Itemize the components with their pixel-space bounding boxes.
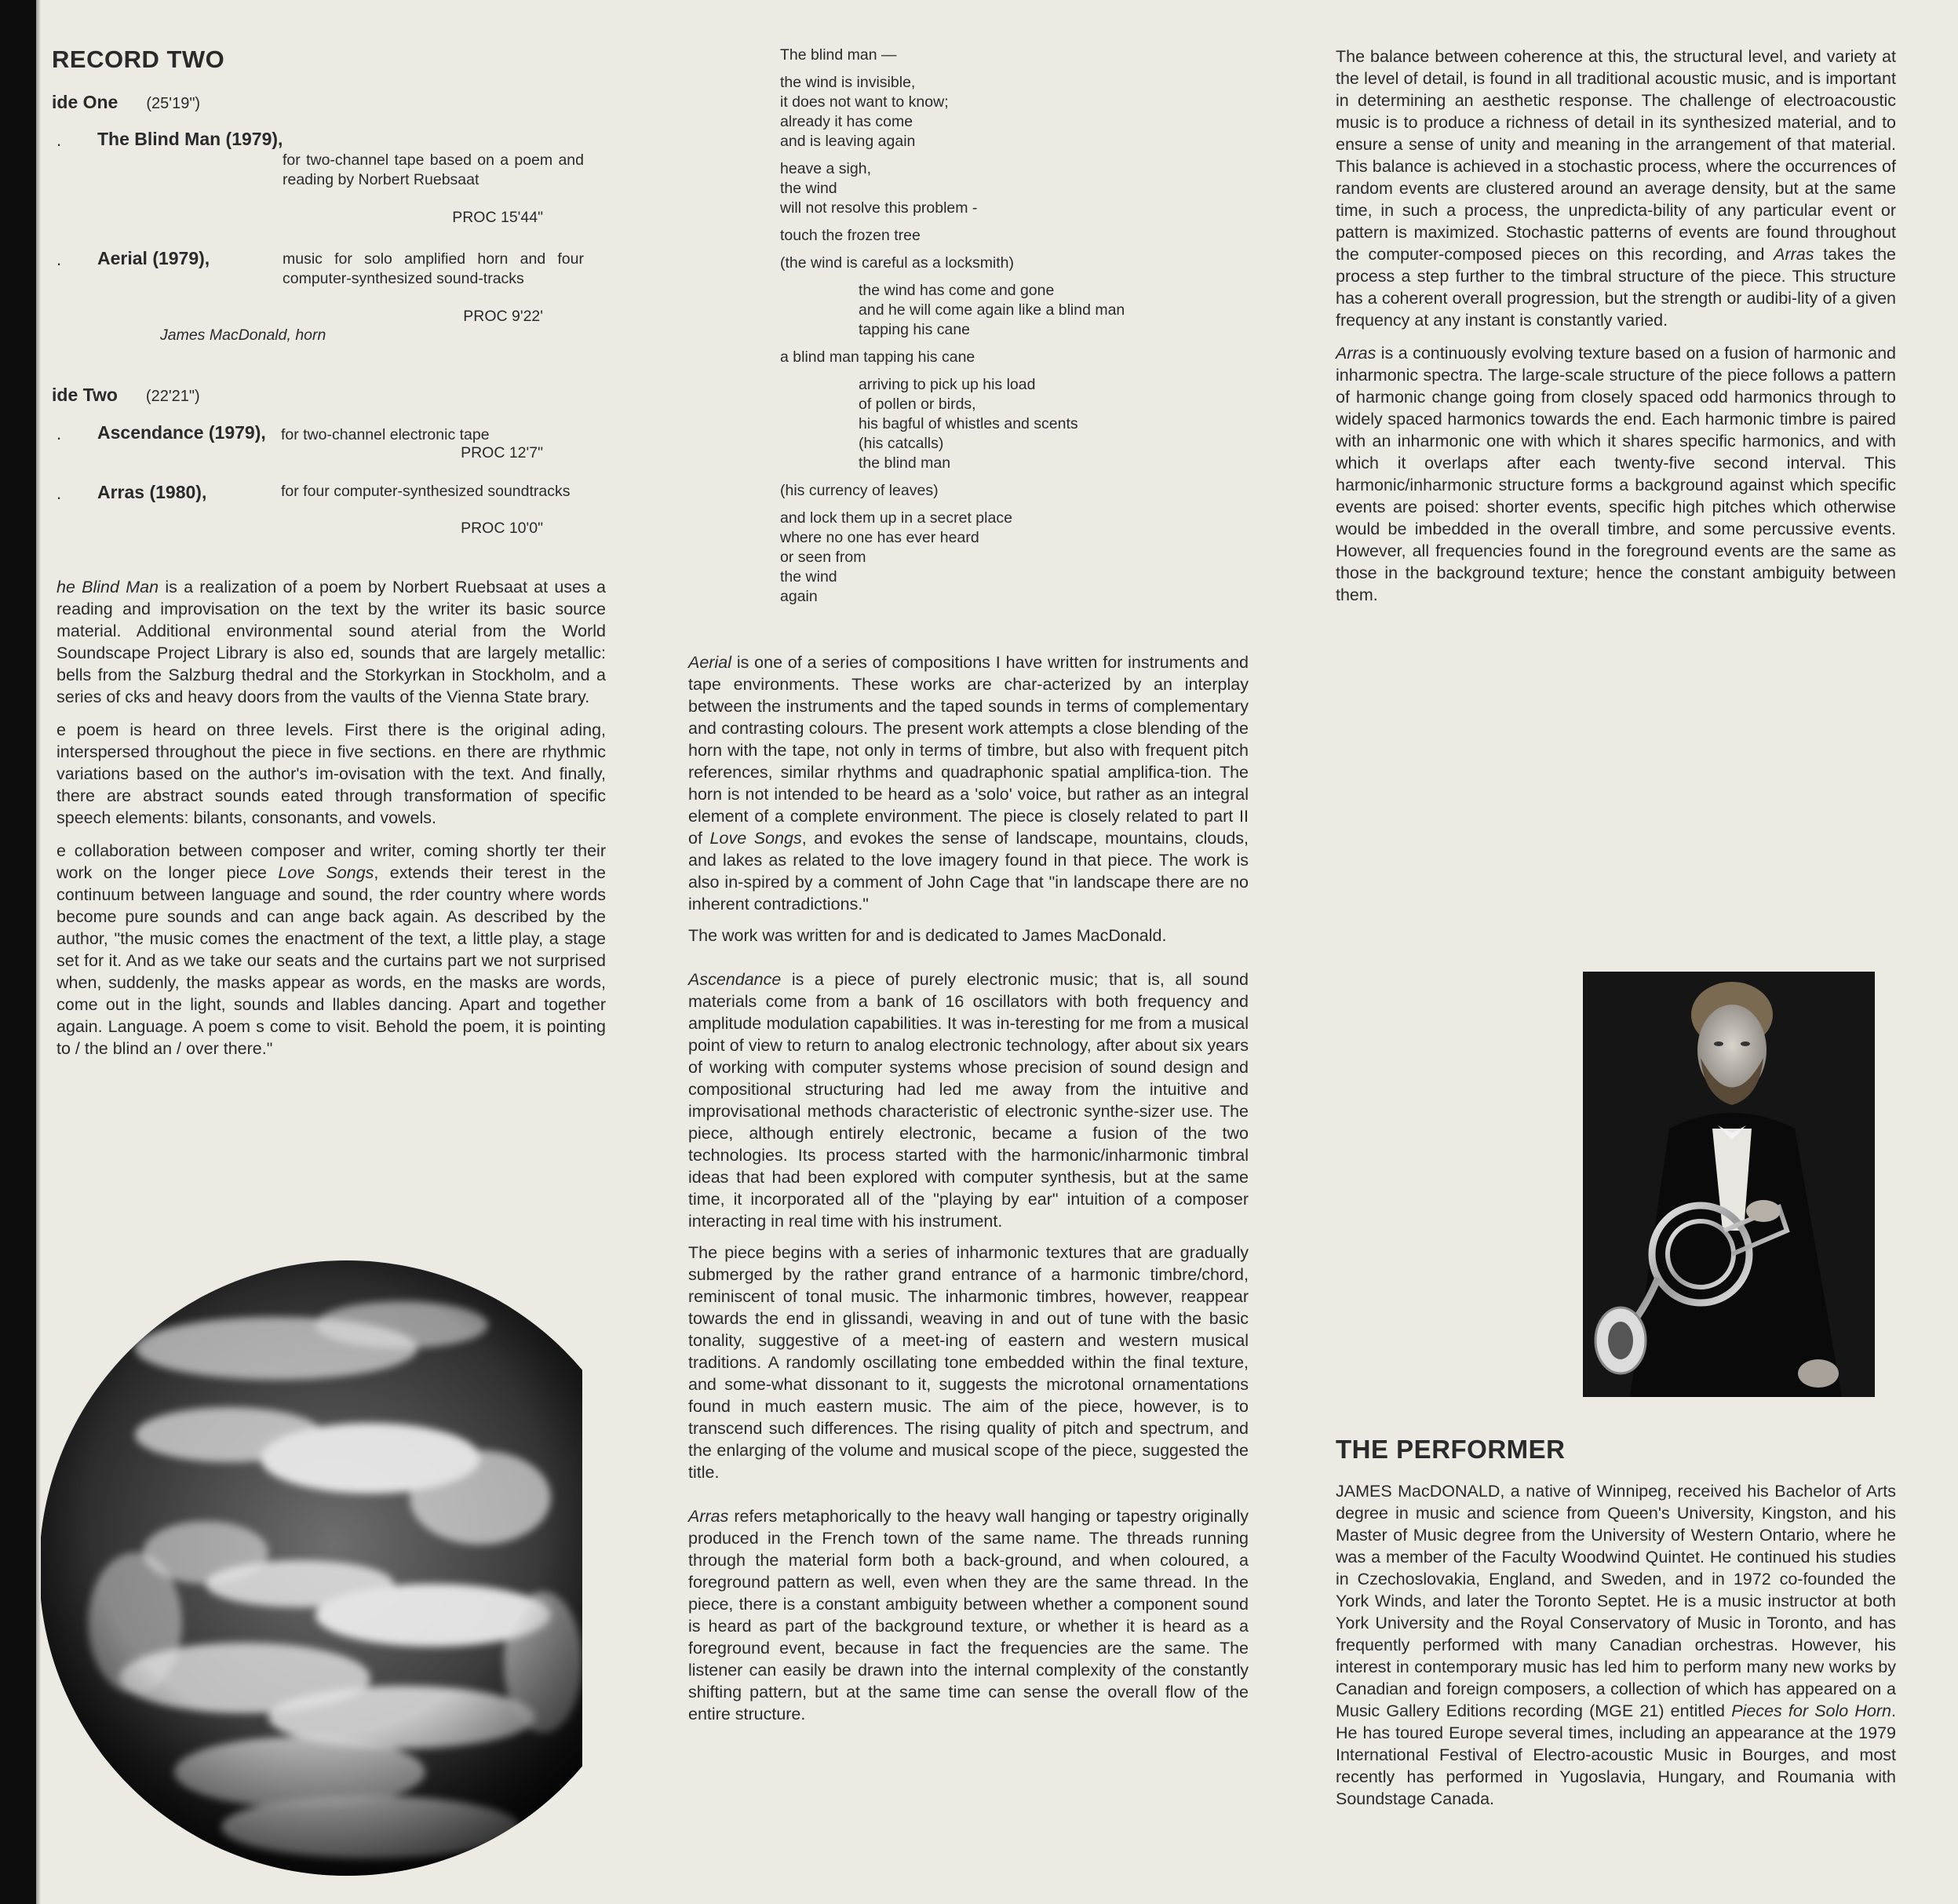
essay-text: e collaboration between composer and writer, coming shortly ter their work on the longer piece xyxy=(57,841,606,882)
essay-text: The balance between coherence at this, the structural level, and variety at the level of detail, is found in all traditional acoustic music, and is important in determining an aesthetic response. The challenge of electroacoustic music is to produce a richness of detail in its synthesized material, and to ensure a sense of unity and meaning in the arrangement of that material. This balance is achieved in a stochastic process, where the occurrences of random events are clustered around an average density, but at the same time, in such a process, the unpredicta-bility of any particular event or pattern is maximized. Stochastic patterns of events are found throughout the computer-composed pieces on this recording, and xyxy=(1336,47,1896,264)
poem-line: of pollen or birds, xyxy=(859,396,976,413)
poem-line: (the wind is careful as a locksmith) xyxy=(780,254,1015,272)
poem-line: The blind man — xyxy=(780,46,897,64)
track-bullet: . xyxy=(57,130,62,150)
track-title-arras: Arras (1980), xyxy=(97,482,207,502)
track-desc-aerial: music for solo amplified horn and four computer-synthesized sound-tracks xyxy=(283,250,584,287)
track-desc-arras: for four computer-synthesized soundtracks xyxy=(281,483,571,500)
poem-stanza xyxy=(780,509,1267,607)
poem-line: heave a sigh, xyxy=(780,160,872,177)
work-title-italic: Arras xyxy=(1774,245,1814,264)
performer-bio-paragraph xyxy=(1336,1480,1896,1810)
track-bullet: . xyxy=(57,483,62,503)
arras-balance-paragraph xyxy=(1336,46,1896,331)
poem-stanza xyxy=(780,159,1267,218)
poem-line: or seen from xyxy=(780,549,866,566)
side-two-label: ide Two xyxy=(52,385,118,405)
arras-texture-paragraph xyxy=(1336,342,1896,606)
essay-paragraph xyxy=(57,840,606,1060)
notes-column-2 xyxy=(688,651,1249,1734)
poem-line: the wind has come and gone xyxy=(859,282,1055,299)
performer-photo xyxy=(1583,972,1875,1397)
essay-text: takes the process a step further to the timbral structure of the piece. This structure has a coherent overall progression, but the strength or audibi-lity of a given frequency at any instant is constantly varied. xyxy=(1336,245,1896,330)
track-desc-ascendance: for two-channel electronic tape xyxy=(281,426,490,443)
ascendance-paragraph xyxy=(688,968,1249,1232)
work-title-italic: he Blind Man xyxy=(57,578,159,596)
poem-line: touch the frozen tree xyxy=(780,227,921,244)
track-title-aerial: Aerial (1979), xyxy=(97,248,210,268)
poem-line: (his currency of leaves) xyxy=(780,482,939,499)
ascendance-paragraph-2: The piece begins with a series of inharmonic textures that are gradually submerged by the rather grand entrance of a harmonic timbre/chord, reminiscent of tonal music. The inharmonic timbres, however, reappear towards the end in glissandi, weaving in and out of tune with the basic tonality, suggestive of a meet-ing of eastern and western musical traditions. A randomly oscillating tone embedded within the final texture, and some-what dissonant to it, suggests the microtonal ornamentations found in much eastern music. The aim of the piece, however, is to transcend such differences. The rising quality of pitch and spectrum, and the enlarging of the volume and musical scope of the piece, suggested the title. xyxy=(688,1243,1249,1482)
poem-line: again xyxy=(780,588,818,605)
bio-text: . He has toured Europe several times, including an appearance at the 1979 International Festival of Electro-acoustic Music in Bourges, and most recently has performed in Yugoslavia, Hungary, and Roumania with Soundstage Canada. xyxy=(1336,1702,1896,1808)
work-title-italic: Love Songs xyxy=(278,863,374,882)
aerial-paragraph xyxy=(688,651,1249,915)
essay-text: is a realization of a poem by Norbert Ruebsaat at uses a reading and improvisation on the text by the writer its basic source material. Additional environmental sound aterial from the World Soundscape Project Library is also ed, sounds that are largely metallic: bells from the Salzburg thedral and the Storkyrkan in Stockholm, and a series of cks and heavy doors from the vaults of the Vienna State brary. xyxy=(57,578,606,706)
bio-text: JAMES MacDONALD, a native of Winnipeg, received his Bachelor of Arts degree in music and science from Queen's University, Kingston, and his Master of Music degree from the University of Western Ontario, where he was a member of the Faculty Woodwind Quintet. He continued his studies in Czechoslovakia, England, and Sweden, and in 1972 co-founded the York Winds, and later the Toronto Septet. He is a music instructor at both York University and the Royal Conservatory of Music in Toronto, and has frequently performed with many Canadian orchestras. However, his interest in contemporary music has led him to perform many new works by Canadian and foreign composers, a collection of which has appeared on a Music Gallery Editions recording (MGE 21) entitled xyxy=(1336,1482,1896,1720)
track-proc-blind-man: PROC 15'44" xyxy=(452,209,543,226)
performer-bio xyxy=(1336,1480,1896,1810)
poem-line: the wind is invisible, xyxy=(780,74,916,91)
side-one-label: ide One xyxy=(52,92,119,112)
work-title-italic: Arras xyxy=(1336,344,1376,363)
poem-line: it does not want to know; xyxy=(780,93,949,111)
track-proc-ascendance: PROC 12'7" xyxy=(461,444,543,461)
essay-text: is a continuously evolving texture based on a fusion of harmonic and inharmonic spectra. The large-scale structure of the piece follows a pattern of harmonic change going from closely spaced odd harmonics through to widely spaced harmonics towards the end. Each harmonic timbre is paired with an inharmonic one with which it shares specific harmonics, and with which it overlaps after each twenty-five second interval. This harmonic/inharmonic structure forms a background against which specific events are poised: shorter events, specific high pitches which otherwise would be imbedded in the overall timbre, and some percussive events. However, all frequencies found in the foreground events are the same as those in the background texture; hence the constant ambiguity between them. xyxy=(1336,344,1896,604)
arras-paragraph xyxy=(688,1505,1249,1725)
essay-text: refers metaphorically to the heavy wall hanging or tapestry originally produced in the French town of the same name. The threads running through the material form both a back-ground, and when coloured, a foreground pattern as well, even when they are the same thread. In the piece, there is a constant ambiguity between whether a component sound is heard as part of the background texture, or whether it is heard as a foreground event, because in fact the frequencies are the same. The listener can easily be drawn into the internal complexity of the constantly shifting pattern, but at the same time can sense the overall flow of the entire structure. xyxy=(688,1507,1249,1723)
essay-text: , and evokes the sense of landscape, mountains, clouds, and lakes as related to the love imagery found in that piece. The work is also in-spired by a comment of John Cage that "in landscape there are no inherent contradictions." xyxy=(688,829,1249,914)
essay-text: is a piece of purely electronic music; that is, all sound materials come from a bank of 16 oscillators with both frequency and amplitude modulation capabilities. It was in-teresting for me from a musical point of view to return to analog electronic technology, after about six years of working with computer systems whose precision of sound design and compositional structuring had led me away from the intuitive and improvisational methods characteristic of electronic synthe-sizer use. The piece, although entirely electronic, became a fusion of the two technologies. Its process started with the harmonic/inharmonic timbral ideas that had been explored with computer synthesis, but at the same time, it incorporated all of the "playing by ear" intuition of a composer interacting in real time with his instrument. xyxy=(688,970,1249,1231)
performer-heading: THE PERFORMER xyxy=(1336,1435,1566,1464)
track-performer-aerial: James MacDonald, horn xyxy=(160,326,326,344)
work-title-italic: Love Songs xyxy=(709,829,802,848)
earth-globe-image xyxy=(41,1254,582,1880)
record-title: RECORD TWO xyxy=(52,46,225,73)
track-desc-blind-man: for two-channel tape based on a poem and reading by Norbert Ruebsaat xyxy=(283,151,584,188)
horn-player-image xyxy=(1583,972,1875,1397)
poem-line: (his catcalls) xyxy=(859,435,944,452)
poem-line: will not resolve this problem - xyxy=(780,199,978,217)
essay-text: is one of a series of compositions I have written for instruments and tape environments. These works are char-acterized by an interplay between the instruments and the taped sounds in terms of complementary and contrasting colours. The present work attempts a close blending of the horn with the tape, not only in terms of timbre, but also with frequent pitch references, similar rhythms and quadraphonic spatial amplifica-tion. The horn is not intended to be heard as a 'solo' voice, but rather as an integral element of a complete environment. The piece is closely related to part II of xyxy=(688,653,1249,848)
essay-paragraph: e poem is heard on three levels. First there is the original ading, interspersed throughout the piece in five sections. en there are rhythmic variations based on the author's im-ovisation with the text. And finally, there are abstract sounds eated through transformation of specific speech elements: bilants, consonants, and vowels. xyxy=(57,720,606,827)
poem-line: the wind xyxy=(780,568,837,585)
work-title-italic: Aerial xyxy=(688,653,731,672)
essay-paragraph xyxy=(57,576,606,708)
track-title-blind-man: The Blind Man (1979), xyxy=(97,129,283,149)
poem-text xyxy=(780,46,1267,615)
side-one-header xyxy=(52,92,200,113)
poem-stanza xyxy=(780,73,1267,151)
side-two-duration: (22'21") xyxy=(145,388,200,405)
poem-line: where no one has ever heard xyxy=(780,529,979,546)
dedication-paragraph: The work was written for and is dedicated to James MacDonald. xyxy=(688,926,1167,945)
essay-text: , extends their terest in the continuum between language and sound, the rder country where words become pure sounds and can ange back again. As described by the author, "the music comes the enactment of the text, a little play, a stage set for it. And as we take our seats and the curtains part we not surprised when, suddenly, the masks appear as words, en the masks are words, come out in the light, sounds and llables dancing. Apart and together again. Language. A poem s come to visit. Behold the poem, it is pointing to / the blind an / over there." xyxy=(57,863,606,1058)
work-title-italic: Ascendance xyxy=(688,970,782,989)
blind-man-essay xyxy=(57,576,606,1071)
track-bullet: . xyxy=(57,250,62,269)
poem-line: and he will come again like a blind man xyxy=(859,301,1125,319)
side-one-duration: (25'19") xyxy=(146,95,201,112)
notes-column-3 xyxy=(1336,46,1896,617)
poem-line: already it has come xyxy=(780,113,913,130)
poem-stanza xyxy=(780,375,1267,473)
album-title-italic: Pieces for Solo Horn xyxy=(1731,1702,1892,1720)
side-two-header xyxy=(52,385,200,406)
track-proc-arras: PROC 10'0" xyxy=(461,520,543,537)
poem-line: the wind xyxy=(780,180,837,197)
track-proc-aerial: PROC 9'22' xyxy=(463,308,543,325)
poem-line: and is leaving again xyxy=(780,133,916,150)
work-title-italic: Arras xyxy=(688,1507,729,1526)
poem-line: the blind man xyxy=(859,454,951,472)
poem-line: arriving to pick up his load xyxy=(859,376,1036,393)
binding-spine xyxy=(0,0,36,1904)
poem-line: his bagful of whistles and scents xyxy=(859,415,1078,432)
poem-line: and lock them up in a secret place xyxy=(780,509,1012,527)
track-title-ascendance: Ascendance (1979), xyxy=(97,422,266,443)
poem-line: a blind man tapping his cane xyxy=(780,348,975,366)
poem-stanza xyxy=(780,281,1267,340)
poem-line: tapping his cane xyxy=(859,321,971,338)
track-bullet: . xyxy=(57,424,62,443)
